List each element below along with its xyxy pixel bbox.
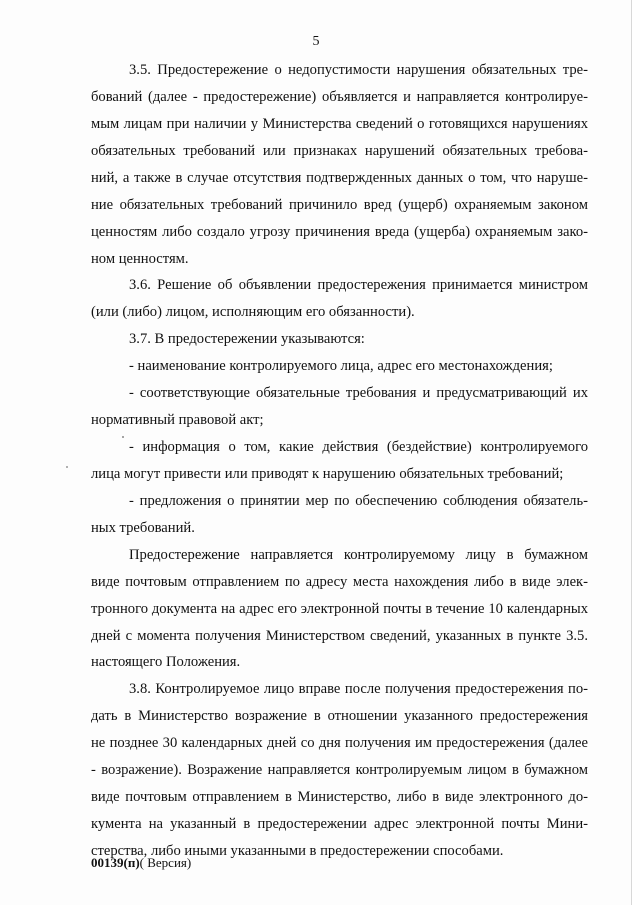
paragraph-notice-line: тронного документа на адрес его электронной почты в течение 10 календарных xyxy=(91,600,588,617)
paragraph-3-8-line: дать в Министерство возражение в отношении указанного предостережения xyxy=(91,708,588,725)
paragraph-3-5-line: 3.5. Предостережение о недопустимости нарушения обязательных тре- xyxy=(129,62,588,78)
list-item-line: ных требований. xyxy=(91,519,195,536)
list-item-line: нормативный правовой акт; xyxy=(91,412,264,429)
paragraph-3-5-line: бований (далее - предостережение) объявляется и направляется контролируе- xyxy=(91,88,588,105)
paragraph-3-6-line: (или (либо) лицом, исполняющим его обязанности). xyxy=(91,304,415,321)
list-item-line: - предложения о принятии мер по обеспечению соблюдения обязатель- xyxy=(129,492,588,509)
paragraph-3-8-line: 3.8. Контролируемое лицо вправе после получения предостережения по- xyxy=(129,681,588,698)
paragraph-3-5-line: ценностям либо создало угрозу причинения вреда (ущерба) охраняемым зако- xyxy=(91,223,588,240)
paragraph-3-8-line: не позднее 30 календарных дней со дня получения им предостережения (далее xyxy=(91,735,588,752)
list-item-line: - информация о том, какие действия (бездействие) контролируемого xyxy=(129,439,588,456)
paragraph-notice-line: настоящего Положения. xyxy=(91,654,241,671)
paragraph-3-8-line: кумента на указанный в предостережении адрес электронной почты Мини- xyxy=(91,816,588,833)
paragraph-3-8-line: - возражение). Возражение направляется контролируемым лицом в бумажном xyxy=(91,762,588,779)
paragraph-3-5-line: ние обязательных требований причинило вред (ущерб) охраняемым законом xyxy=(91,196,588,213)
paragraph-notice-line: Предостережение направляется контролируемому лицу в бумажном xyxy=(129,546,588,563)
page-number: 5 xyxy=(312,34,320,49)
paragraph-3-6-line: 3.6. Решение об объявлении предостережения принимается министром xyxy=(129,277,588,294)
paragraph-3-5-line: мым лицам при наличии у Министерства сведений о готовящихся нарушениях xyxy=(91,115,588,132)
list-item-line: - наименование контролируемого лица, адрес его местонахождения; xyxy=(129,358,553,375)
paragraph-3-7-line: 3.7. В предостережении указываются: xyxy=(129,331,365,348)
list-item-line: лица могут привести или приводят к нарушению обязательных требований; xyxy=(91,465,564,482)
paragraph-3-5-line: ний, а также в случае отсутствия подтвержденных данных о том, что наруше- xyxy=(91,169,588,186)
paragraph-3-5-line: обязательных требований или признаках нарушений обязательных требова- xyxy=(91,142,588,159)
scan-artifact xyxy=(66,466,68,468)
scan-artifact xyxy=(122,436,124,438)
paragraph-3-5-line: ном ценностям. xyxy=(91,250,189,267)
paragraph-3-8-line: виде почтовым отправлением в Министерство, либо в виде электронного до- xyxy=(91,789,588,806)
document-footer xyxy=(91,855,191,871)
paragraph-notice-line: виде почтовым отправлением по адресу места нахождения либо в виде элек- xyxy=(91,573,588,590)
document-code: 00139(п) xyxy=(91,855,140,870)
version-label: ( Версия) xyxy=(139,855,192,870)
paragraph-3-8-line: стерства, либо иными указанными в предостережении способами. xyxy=(91,843,504,859)
list-item-line: - соответствующие обязательные требования и предусматривающий их xyxy=(129,385,588,402)
paragraph-notice-line: дней с момента получения Министерством сведений, указанных в пункте 3.5. xyxy=(91,627,588,644)
